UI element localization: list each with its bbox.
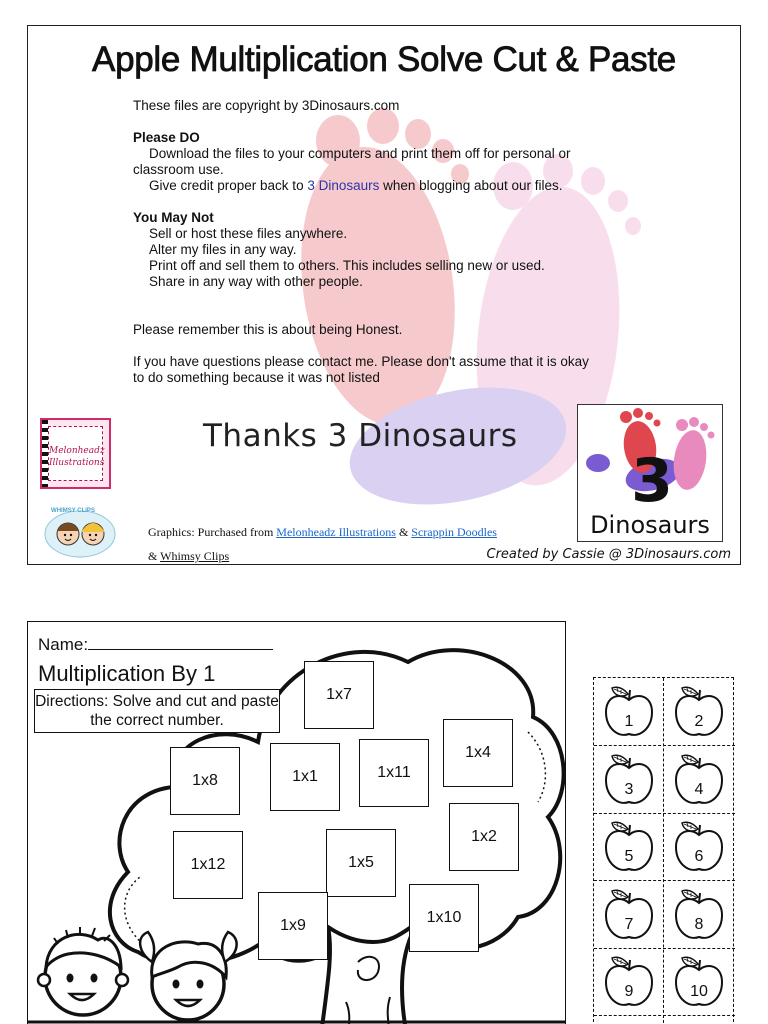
answer-apple-card[interactable] <box>664 881 734 948</box>
credits-text: & <box>395 525 412 539</box>
not-item: Sell or host these files anywhere. <box>149 226 348 241</box>
graphics-credits <box>148 520 497 565</box>
answer-apple-card[interactable] <box>594 678 664 745</box>
apple-icon <box>602 817 656 875</box>
please-do-heading: Please DO <box>133 130 200 145</box>
answer-number: 5 <box>624 848 634 865</box>
do-item: Download the files to your computers and print them off for personal or <box>149 146 571 161</box>
apple-icon <box>672 885 726 943</box>
answer-number: 2 <box>694 713 704 730</box>
answer-number: 4 <box>694 780 704 798</box>
not-item: Share in any way with other people. <box>149 274 363 289</box>
scrappin-doodles-link[interactable]: Scrappin Doodles <box>411 525 497 539</box>
answer-number: 8 <box>694 915 704 933</box>
problem-box[interactable]: 1x1 <box>270 743 340 811</box>
problem-box[interactable]: 1x9 <box>258 892 328 960</box>
girl-clipart <box>140 932 237 1020</box>
not-item: Alter my files in any way. <box>149 242 297 257</box>
apple-icon <box>672 952 726 1010</box>
problem-box[interactable]: 1x4 <box>443 719 513 787</box>
name-field[interactable] <box>38 635 273 655</box>
questions-note: If you have questions please contact me. Please don't assume that it is okay <box>133 354 589 369</box>
copyright-notice <box>133 98 633 386</box>
copyright-page <box>27 25 741 565</box>
answer-apple-card[interactable] <box>594 881 664 948</box>
answer-apple-card[interactable] <box>664 948 734 1015</box>
problem-box[interactable]: 1x2 <box>449 803 519 871</box>
boy-clipart <box>38 927 128 1015</box>
worksheet-subtitle: Multiplication By 1 <box>38 661 216 686</box>
answer-apple-card[interactable] <box>664 746 734 813</box>
questions-note: to do something because it was not listed <box>133 370 380 385</box>
answer-number: 6 <box>694 848 704 865</box>
answer-apple-card[interactable] <box>594 746 664 813</box>
answer-number: 1 <box>624 713 634 730</box>
answer-apple-card[interactable] <box>664 813 734 880</box>
credits-text: & <box>148 549 161 563</box>
answer-number: 3 <box>624 780 634 798</box>
not-item: Print off and sell them to others. This includes selling new or used. <box>149 258 545 273</box>
answer-cut-strip <box>593 677 734 1024</box>
answer-apple-card[interactable] <box>594 948 664 1015</box>
honest-note: Please remember this is about being Honest. <box>133 322 403 337</box>
thanks-signature: Thanks 3 Dinosaurs <box>203 418 518 454</box>
page-title: Apple Multiplication Solve Cut & Paste <box>92 40 676 79</box>
whimsy-logo-text: WHIMSY CLIPS <box>51 508 95 514</box>
apple-icon <box>602 682 656 740</box>
may-not-heading: You May Not <box>133 210 214 225</box>
apple-icon <box>672 750 726 808</box>
answer-number: 9 <box>624 983 634 1000</box>
apple-icon <box>672 682 726 740</box>
problem-box[interactable]: 1x7 <box>304 661 374 729</box>
footprints-logo-icon <box>578 405 723 515</box>
problem-box[interactable]: 1x5 <box>326 829 396 897</box>
melonheadz-link[interactable]: Melonheadz Illustrations <box>276 525 396 539</box>
credits-text: Graphics: Purchased from <box>148 525 277 539</box>
apple-icon <box>672 817 726 875</box>
melonheadz-logo-text: Melonheadz Illustrations <box>48 426 103 481</box>
logo-word: Dinosaurs <box>590 511 710 539</box>
answer-apple-card[interactable] <box>594 813 664 880</box>
whimsy-clips-link[interactable]: Whimsy Clips <box>160 549 230 563</box>
do-item: classroom use. <box>133 162 224 177</box>
problem-box[interactable]: 1x12 <box>173 831 243 899</box>
worksheet-page <box>27 621 566 1024</box>
dinosaurs-link[interactable]: 3 Dinosaurs <box>307 178 380 193</box>
copyright-intro: These files are copyright by 3Dinosaurs.com <box>133 98 400 113</box>
name-line <box>88 636 273 650</box>
created-by: Created by Cassie @ 3Dinosaurs.com <box>486 547 731 562</box>
problem-box[interactable]: 1x8 <box>170 747 240 815</box>
apple-icon <box>602 750 656 808</box>
problem-box[interactable]: 1x11 <box>359 739 429 807</box>
problem-box[interactable]: 1x10 <box>409 884 479 952</box>
directions-box: Directions: Solve and cut and paste the correct number. <box>34 689 280 733</box>
logo-numeral: 3 <box>631 446 673 515</box>
apple-icon <box>602 952 656 1010</box>
melonheadz-logo <box>40 418 111 489</box>
answer-apple-card[interactable] <box>664 678 734 745</box>
name-label: Name: <box>38 635 89 654</box>
answer-number: 7 <box>624 915 634 933</box>
do-item-text: when blogging about our files. <box>379 178 563 193</box>
do-item <box>133 178 633 194</box>
3dinosaurs-logo <box>577 404 723 542</box>
answer-number: 10 <box>690 983 708 1000</box>
do-item-text: Give credit proper back to <box>149 178 308 193</box>
apple-icon <box>602 885 656 943</box>
